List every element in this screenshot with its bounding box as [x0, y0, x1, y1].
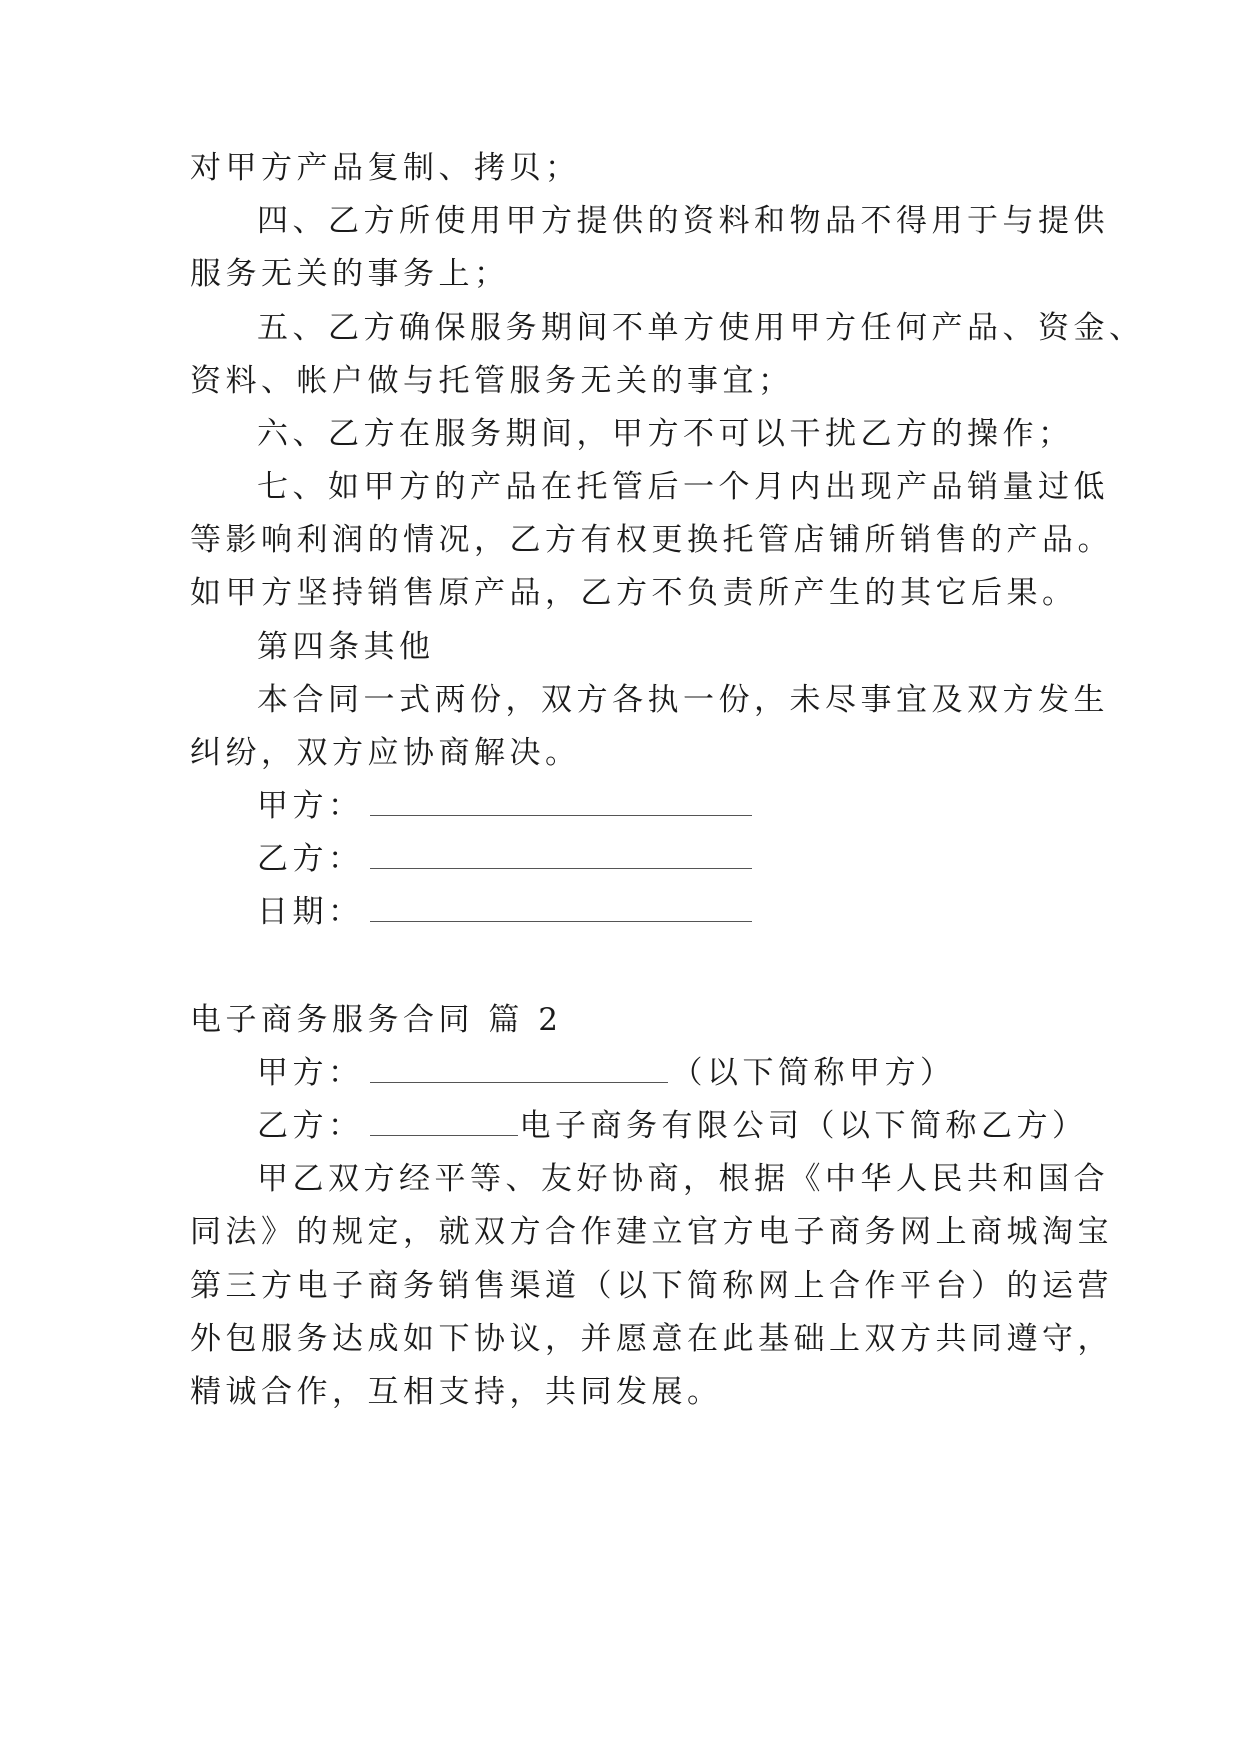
preamble-line: 精诚合作，互相支持，共同发展。	[190, 1374, 723, 1410]
signature-party-b-label: 乙方：	[257, 841, 364, 877]
contract-party-b-label: 乙方：	[257, 1108, 364, 1144]
clause-seven-line: 如甲方坚持销售原产品，乙方不负责所产生的其它后果。	[190, 575, 1078, 611]
signature-date-blank	[370, 895, 752, 922]
contract-party-a	[257, 1053, 1137, 1093]
signature-party-a-label: 甲方：	[257, 788, 364, 824]
article-four-text-line: 纠纷，双方应协商解决。	[190, 735, 581, 771]
article-four-text-line: 本合同一式两份，双方各执一份，未尽事宜及双方发生	[257, 682, 1109, 718]
signature-party-b-blank	[370, 842, 752, 869]
preamble-line: 外包服务达成如下协议，并愿意在此基础上双方共同遵守，	[190, 1321, 1113, 1357]
clause-four-line: 服务无关的事务上；	[190, 256, 510, 292]
contract-party-b-suffix: 电子商务有限公司（以下简称乙方）	[519, 1108, 1088, 1144]
signature-party-a-blank	[370, 789, 752, 816]
signature-date	[257, 892, 1137, 932]
clause-six-line: 六、乙方在服务期间，甲方不可以干扰乙方的操作；	[257, 416, 1074, 452]
clause-four-line: 四、乙方所使用甲方提供的资料和物品不得用于与提供	[257, 203, 1109, 239]
preamble-line: 甲乙双方经平等、友好协商，根据《中华人民共和国合	[257, 1161, 1109, 1197]
contract-party-b	[257, 1106, 1137, 1146]
signature-party-a	[257, 786, 1137, 826]
clause-seven-line: 七、如甲方的产品在托管后一个月内出现产品销量过低	[257, 469, 1109, 505]
preamble-line: 第三方电子商务销售渠道（以下简称网上合作平台）的运营	[190, 1268, 1113, 1304]
article-four-heading: 第四条其他	[257, 629, 435, 665]
clause-text-line: 对甲方产品复制、拷贝；	[190, 150, 581, 186]
contract-party-a-suffix: （以下简称甲方）	[671, 1055, 956, 1091]
signature-date-label: 日期：	[257, 894, 364, 930]
clause-seven-line: 等影响利润的情况，乙方有权更换托管店铺所销售的产品。	[190, 522, 1113, 558]
contract-party-a-label: 甲方：	[257, 1055, 364, 1091]
clause-five-line: 五、乙方确保服务期间不单方使用甲方任何产品、资金、	[257, 310, 1145, 346]
clause-five-line: 资料、帐户做与托管服务无关的事宜；	[190, 363, 794, 399]
contract-party-b-blank	[370, 1109, 518, 1136]
preamble-line: 同法》的规定，就双方合作建立官方电子商务网上商城淘宝	[190, 1214, 1113, 1250]
contract-party-a-blank	[370, 1056, 668, 1083]
section-heading: 电子商务服务合同 篇 2	[190, 1002, 563, 1038]
signature-party-b	[257, 839, 1137, 879]
